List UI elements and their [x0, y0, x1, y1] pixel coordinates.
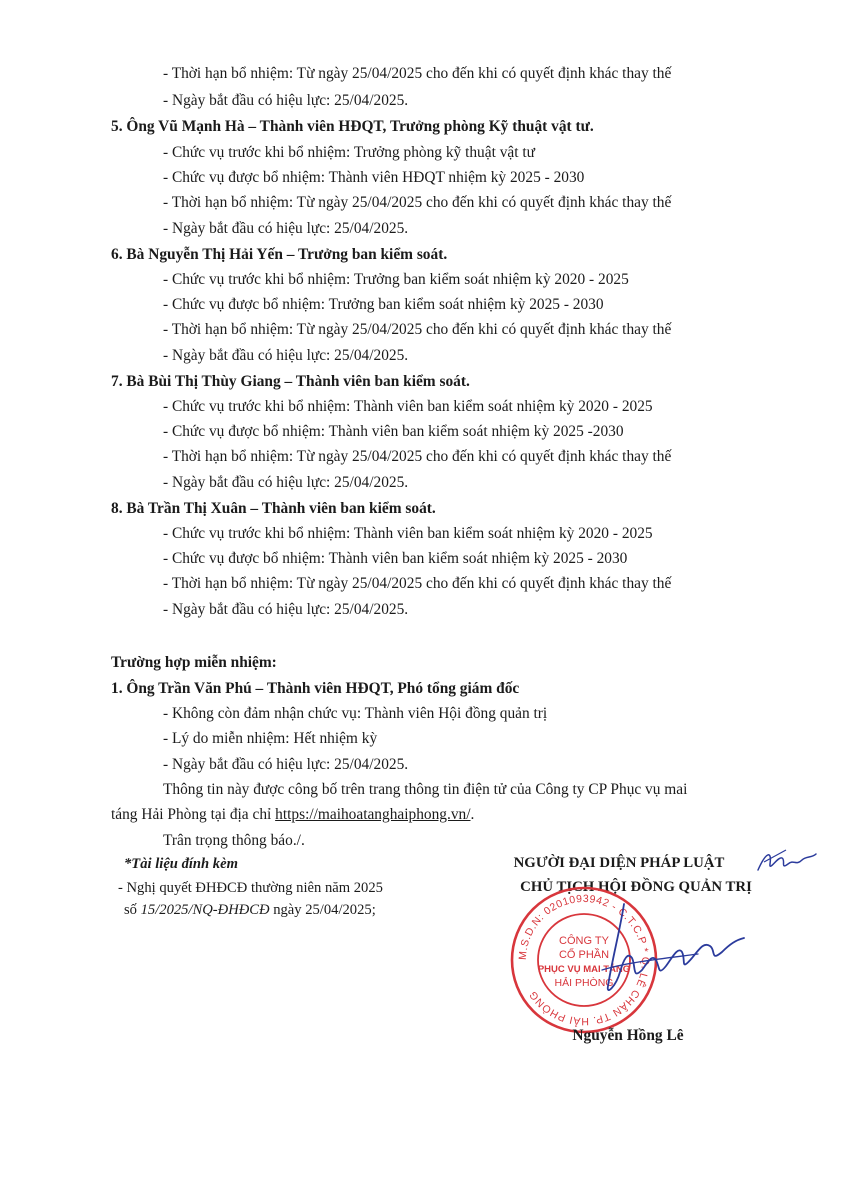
attachments-heading: *Tài liệu đính kèm	[124, 856, 238, 872]
stamp-line-2: CỔ PHẦN	[558, 949, 610, 961]
stamp-line-3: PHỤC VỤ MAI TÁNG	[537, 964, 631, 975]
stamp-line-4: HẢI PHÒNG	[554, 977, 614, 989]
dismissal-title: 1. Ông Trần Văn Phú – Thành viên HĐQT, Phó tổng giám đốc	[111, 680, 520, 697]
appointee-5-prev-position: - Chức vụ trước khi bổ nhiệm: Trưởng phòng kỹ thuật vật tư	[163, 144, 535, 161]
appointee-8-title: 8. Bà Trần Thị Xuân – Thành viên ban kiểm soát.	[111, 500, 436, 517]
website-link[interactable]: https://maihoatanghaiphong.vn/	[275, 806, 471, 823]
signer-name: Nguyễn Hồng Lê	[572, 1027, 684, 1044]
term-item: - Thời hạn bổ nhiệm: Từ ngày 25/04/2025 cho đến khi có quyết định khác thay thế	[163, 65, 672, 82]
dismissal-effective-date: - Ngày bắt đầu có hiệu lực: 25/04/2025.	[163, 756, 409, 773]
info-line-2-prefix: táng Hải Phòng tại địa chỉ	[111, 806, 276, 823]
appointee-6-effective-date: - Ngày bắt đầu có hiệu lực: 25/04/2025.	[163, 347, 409, 364]
effective-date-item: - Ngày bắt đầu có hiệu lực: 25/04/2025.	[163, 92, 409, 109]
appointee-5-new-position: - Chức vụ được bổ nhiệm: Thành viên HĐQT nhiệm kỳ 2025 - 2030	[163, 169, 585, 186]
dismissal-heading: Trường hợp miễn nhiệm:	[111, 654, 277, 671]
initials-signature-icon	[752, 846, 822, 878]
appointee-7-term: - Thời hạn bổ nhiệm: Từ ngày 25/04/2025 cho đến khi có quyết định khác thay thế	[163, 448, 672, 465]
resolution-ref: 15/2025/NQ-ĐHĐCĐ	[140, 902, 270, 918]
info-line-2-suffix: .	[470, 806, 475, 823]
appointee-8-new-position: - Chức vụ được bổ nhiệm: Thành viên ban kiểm soát nhiệm kỳ 2025 - 2030	[163, 550, 628, 567]
chairman-title: CHỦ TỊCH HỘI ĐỒNG QUẢN TRỊ	[520, 879, 752, 895]
appointee-6-title: 6. Bà Nguyễn Thị Hải Yến – Trưởng ban kiểm soát.	[111, 246, 448, 263]
appointee-7-prev-position: - Chức vụ trước khi bổ nhiệm: Thành viên ban kiểm soát nhiệm kỳ 2020 - 2025	[163, 398, 653, 415]
attachment-line-2	[124, 900, 376, 920]
appointee-8-term: - Thời hạn bổ nhiệm: Từ ngày 25/04/2025 cho đến khi có quyết định khác thay thế	[163, 575, 672, 592]
attachment-line-2-prefix: số	[124, 902, 141, 918]
appointee-7-new-position: - Chức vụ được bổ nhiệm: Thành viên ban kiểm soát nhiệm kỳ 2025 -2030	[163, 423, 624, 440]
attachment-line-2-suffix: ngày 25/04/2025;	[269, 902, 376, 918]
stamp-ring-text: M.S.D.N: 0201093942 - C.T.C.P * Q. LÊ CHÂN TP. HẢI PHÒNG	[516, 892, 652, 1028]
appointee-6-term: - Thời hạn bổ nhiệm: Từ ngày 25/04/2025 cho đến khi có quyết định khác thay thế	[163, 321, 672, 338]
appointee-5-title: 5. Ông Vũ Mạnh Hà – Thành viên HĐQT, Trưởng phòng Kỹ thuật vật tư.	[111, 118, 594, 135]
legal-rep-title: NGƯỜI ĐẠI DIỆN PHÁP LUẬT	[513, 855, 725, 871]
appointee-6-prev-position: - Chức vụ trước khi bổ nhiệm: Trưởng ban kiểm soát nhiệm kỳ 2020 - 2025	[163, 271, 629, 288]
stamp-line-1: CÔNG TY	[559, 935, 609, 947]
appointee-8-effective-date: - Ngày bắt đầu có hiệu lực: 25/04/2025.	[163, 601, 409, 618]
info-line-1: Thông tin này được công bố trên trang thông tin điện tử của Công ty CP Phục vụ mai	[163, 781, 688, 798]
appointee-8-prev-position: - Chức vụ trước khi bổ nhiệm: Thành viên ban kiểm soát nhiệm kỳ 2020 - 2025	[163, 525, 653, 542]
dismissal-reason: - Lý do miễn nhiệm: Hết nhiệm kỳ	[163, 730, 378, 747]
appointee-5-effective-date: - Ngày bắt đầu có hiệu lực: 25/04/2025.	[163, 220, 409, 237]
regards: Trân trọng thông báo./.	[163, 832, 305, 849]
dismissal-position: - Không còn đảm nhận chức vụ: Thành viên Hội đồng quản trị	[163, 705, 548, 722]
appointee-6-new-position: - Chức vụ được bổ nhiệm: Trưởng ban kiểm soát nhiệm kỳ 2025 - 2030	[163, 296, 604, 313]
attachment-line-1: - Nghị quyết ĐHĐCĐ thường niên năm 2025	[118, 880, 383, 896]
appointee-7-title: 7. Bà Bùi Thị Thùy Giang – Thành viên ban kiểm soát.	[111, 373, 470, 390]
appointee-7-effective-date: - Ngày bắt đầu có hiệu lực: 25/04/2025.	[163, 474, 409, 491]
handwritten-signature-icon	[598, 900, 748, 1000]
appointee-5-term: - Thời hạn bổ nhiệm: Từ ngày 25/04/2025 cho đến khi có quyết định khác thay thế	[163, 194, 672, 211]
info-line-2	[111, 805, 474, 825]
